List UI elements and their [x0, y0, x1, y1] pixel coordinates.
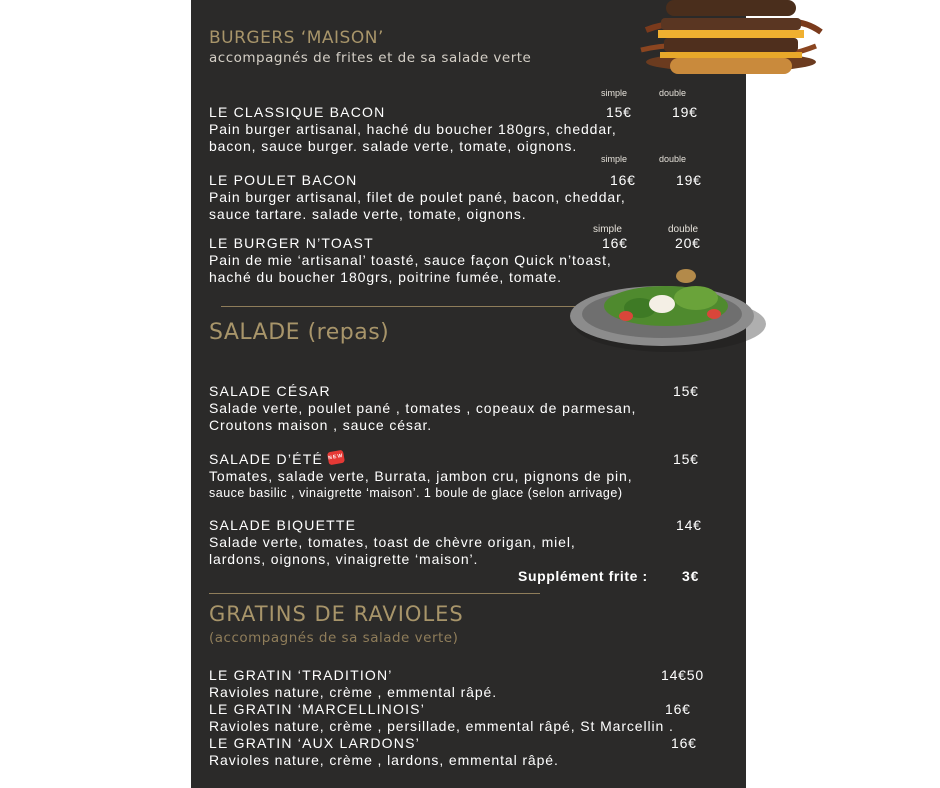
item-tradition-desc: Ravioles nature, crème , emmental râpé.	[209, 684, 497, 700]
item-lardons-price: 16€	[671, 735, 697, 751]
bun-bottom	[670, 58, 792, 74]
tomato	[619, 311, 633, 321]
item-lardons-name: LE GRATIN ‘AUX LARDONS’	[209, 735, 420, 751]
item-poulet-desc-1: Pain burger artisanal, filet de poulet pané, bacon, cheddar,	[209, 189, 626, 205]
divider	[221, 306, 586, 307]
size-label-simple: simple	[601, 88, 628, 98]
item-classique-desc-2: bacon, sauce burger. salade verte, tomate, oignons.	[209, 138, 578, 154]
item-cesar-desc-2: Croutons maison , sauce césar.	[209, 417, 433, 433]
burgers-title: BURGERS ‘MAISON’	[209, 28, 384, 48]
item-lardons-desc: Ravioles nature, crème , lardons, emmental râpé.	[209, 752, 559, 768]
divider	[209, 593, 540, 594]
burger-top-layer	[666, 0, 796, 16]
size-label-double: double	[668, 224, 699, 235]
gratins-subtitle: (accompagnés de sa salade verte)	[209, 630, 459, 646]
item-ete-name	[209, 451, 344, 467]
burger-image	[636, 0, 826, 80]
item-poulet-desc-2: sauce tartare. salade verte, tomate, oignons.	[209, 206, 527, 222]
item-classique-desc-1: Pain burger artisanal, haché du boucher 180grs, cheddar,	[209, 121, 617, 137]
item-burger-ntoast-price-double: 20€	[675, 235, 701, 251]
salad-leaves	[674, 286, 718, 310]
item-classique-name: LE CLASSIQUE BACON	[209, 104, 386, 120]
item-cesar-name: SALADE CÉSAR	[209, 383, 331, 399]
item-cesar-desc-1: Salade verte, poulet pané , tomates , copeaux de parmesan,	[209, 400, 637, 416]
item-tradition-price: 14€50	[661, 667, 704, 683]
item-ete-price: 15€	[673, 451, 699, 467]
patty-2	[664, 38, 798, 52]
item-tradition-name: LE GRATIN ‘TRADITION’	[209, 667, 393, 683]
item-burger-ntoast-desc-2: haché du boucher 180grs, poitrine fumée, tomate.	[209, 269, 562, 285]
item-classique-price-simple: 15€	[606, 104, 632, 120]
item-marcellinois-desc: Ravioles nature, crème , persillade, emmental râpé, St Marcellin .	[209, 718, 674, 734]
size-label-double: double	[659, 88, 687, 98]
toast	[676, 269, 696, 283]
new-badge: NEW	[327, 450, 345, 466]
supplement-label: Supplément frite :	[518, 568, 648, 584]
item-ete-desc-1: Tomates, salade verte, Burrata, jambon cru, pignons de pin,	[209, 468, 633, 484]
goat-cheese	[649, 295, 675, 313]
patty	[661, 18, 801, 30]
size-label-simple: simple	[601, 154, 628, 164]
burgers-subtitle: accompagnés de frites et de sa salade verte	[209, 50, 532, 66]
salade-title-suffix: (repas)	[307, 320, 390, 345]
item-cesar-price: 15€	[673, 383, 699, 399]
salade-title-main: SALADE	[209, 320, 301, 345]
item-ete-name-text: SALADE D’ÉTÉ	[209, 451, 323, 467]
item-poulet-price-simple: 16€	[610, 172, 636, 188]
item-burger-ntoast-price-simple: 16€	[602, 235, 628, 251]
salad-image	[566, 260, 770, 356]
item-ete-desc-2: sauce basilic , vinaigrette ‘maison’. 1 boule de glace (selon arrivage)	[209, 486, 623, 500]
cheddar-2	[660, 52, 802, 58]
item-marcellinois-name: LE GRATIN ‘MARCELLINOIS’	[209, 701, 426, 717]
item-poulet-price-double: 19€	[676, 172, 702, 188]
item-marcellinois-price: 16€	[665, 701, 691, 717]
item-biquette-desc-2: lardons, oignons, vinaigrette ‘maison’.	[209, 551, 479, 567]
gratins-title: GRATINS DE RAVIOLES	[209, 602, 464, 626]
item-classique-price-double: 19€	[672, 104, 698, 120]
item-burger-ntoast-name: LE BURGER N’TOAST	[209, 235, 374, 251]
item-burger-ntoast-desc-1: Pain de mie ‘artisanal’ toasté, sauce façon Quick n’toast,	[209, 252, 612, 268]
item-biquette-desc-1: Salade verte, tomates, toast de chèvre origan, miel,	[209, 534, 576, 550]
supplement-price: 3€	[682, 568, 700, 584]
tomato-2	[707, 309, 721, 319]
size-label-simple: simple	[593, 224, 622, 235]
item-biquette-name: SALADE BIQUETTE	[209, 517, 357, 533]
cheddar	[658, 30, 804, 38]
item-poulet-name: LE POULET BACON	[209, 172, 358, 188]
size-label-double: double	[659, 154, 687, 164]
item-biquette-price: 14€	[676, 517, 702, 533]
salade-title	[209, 320, 389, 345]
